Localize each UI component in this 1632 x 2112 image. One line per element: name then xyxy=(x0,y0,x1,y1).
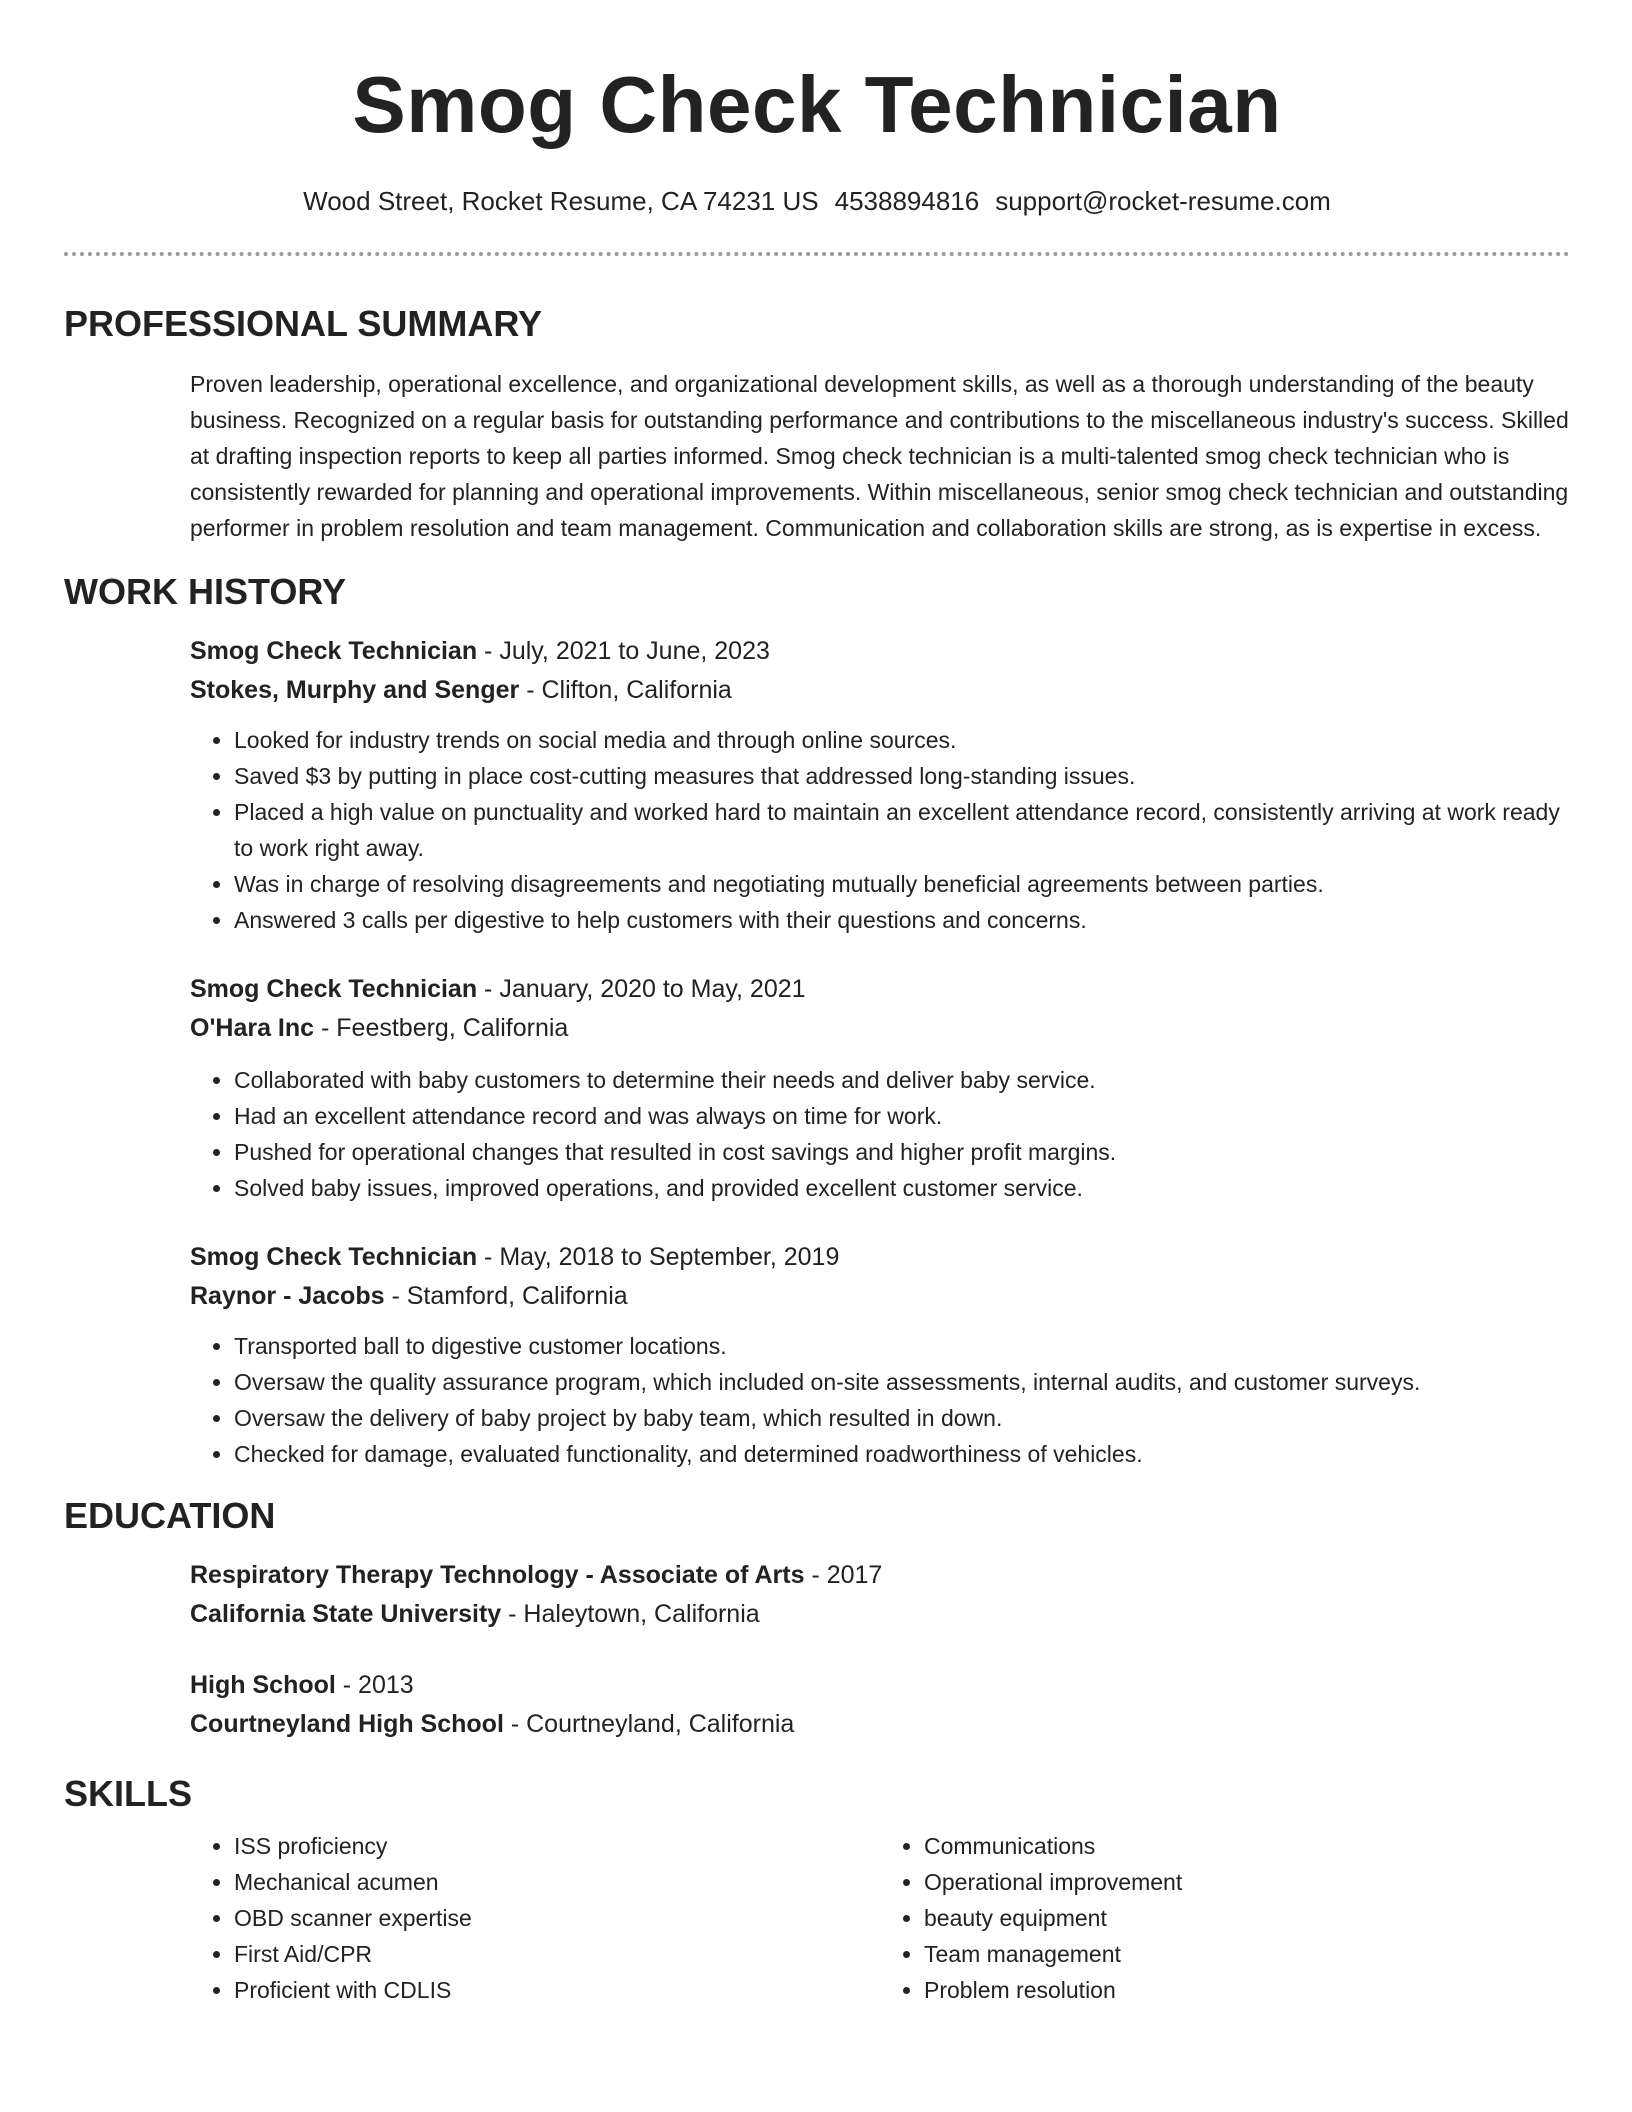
job-title-line xyxy=(190,970,1570,1009)
contact-phone: 4538894816 xyxy=(834,186,980,216)
job-bullet: • Saved $3 by putting in place cost-cutting measures that addressed long-standing issues. xyxy=(234,758,1570,794)
education-entry xyxy=(190,1556,1570,1634)
job-bullet: • Looked for industry trends on social media and through online sources. xyxy=(234,722,1570,758)
job-bullet: • Transported ball to digestive customer locations. xyxy=(234,1328,1570,1364)
skill-item: • OBD scanner expertise xyxy=(234,1900,880,1936)
education-school: California State University xyxy=(190,1600,502,1628)
job-title-line xyxy=(190,1238,1570,1277)
job-company-line xyxy=(190,1277,1570,1316)
education-degree-line xyxy=(190,1666,1570,1705)
job-company: Stokes, Murphy and Senger xyxy=(190,676,520,704)
education-location: - Haleytown, California xyxy=(501,1600,760,1628)
skill-item: • ISS proficiency xyxy=(234,1828,880,1864)
skill-item: • Problem resolution xyxy=(924,1972,1570,2008)
job-bullet: • Answered 3 calls per digestive to help customers with their questions and concerns. xyxy=(234,902,1570,938)
education-degree: High School xyxy=(190,1671,336,1699)
job-bullets xyxy=(190,1328,1570,1472)
job-dates: - July, 2021 to June, 2023 xyxy=(477,637,770,665)
education-degree: Respiratory Therapy Technology - Associate of Arts xyxy=(190,1561,805,1589)
job-bullet: • Pushed for operational changes that resulted in cost savings and higher profit margins. xyxy=(234,1134,1570,1170)
skills-grid xyxy=(190,1828,1570,2008)
job-dates: - May, 2018 to September, 2019 xyxy=(477,1243,840,1271)
job-bullet: • Oversaw the delivery of baby project by baby team, which resulted in down. xyxy=(234,1400,1570,1436)
job-company: O'Hara Inc xyxy=(190,1014,315,1042)
education-school: Courtneyland High School xyxy=(190,1710,504,1738)
summary-heading: PROFESSIONAL SUMMARY xyxy=(64,303,543,344)
skills-heading: SKILLS xyxy=(64,1773,193,1814)
job-bullet: • Was in charge of resolving disagreements and negotiating mutually beneficial agreements between parties. xyxy=(234,866,1570,902)
education-entry xyxy=(190,1666,1570,1744)
skill-item: • First Aid/CPR xyxy=(234,1936,880,1972)
job-bullet: • Solved baby issues, improved operations, and provided excellent customer service. xyxy=(234,1170,1570,1206)
skills-list-right xyxy=(880,1828,1570,2008)
education-school-line xyxy=(190,1705,1570,1744)
skill-item: • Mechanical acumen xyxy=(234,1864,880,1900)
header-divider xyxy=(64,252,1570,256)
job-entry xyxy=(190,1238,1570,1472)
resume-name: Smog Check Technician xyxy=(352,60,1282,149)
job-bullet: • Had an excellent attendance record and was always on time for work. xyxy=(234,1098,1570,1134)
job-bullets xyxy=(190,1062,1570,1206)
skill-item: • Communications xyxy=(924,1828,1570,1864)
contact-address: Wood Street, Rocket Resume, CA 74231 US xyxy=(303,186,819,216)
job-title-line xyxy=(190,632,1570,671)
job-bullet: • Checked for damage, evaluated functionality, and determined roadworthiness of vehicles. xyxy=(234,1436,1570,1472)
job-company: Raynor - Jacobs xyxy=(190,1282,385,1310)
contact-email: support@rocket-resume.com xyxy=(995,186,1331,216)
job-entry xyxy=(190,970,1570,1206)
education-school-line xyxy=(190,1595,1570,1634)
job-role: Smog Check Technician xyxy=(190,1243,478,1271)
job-bullet: • Placed a high value on punctuality and worked hard to maintain an excellent attendance record, consistently arriving at work ready to work right away. xyxy=(234,794,1570,866)
job-dates: - January, 2020 to May, 2021 xyxy=(477,975,806,1003)
job-company-line xyxy=(190,671,1570,710)
skills-list-left xyxy=(190,1828,880,2008)
job-bullet: • Collaborated with baby customers to determine their needs and deliver baby service. xyxy=(234,1062,1570,1098)
job-location: - Stamford, California xyxy=(384,1282,628,1310)
education-year: - 2017 xyxy=(804,1561,883,1589)
job-company-line xyxy=(190,1009,1570,1048)
education-year: - 2013 xyxy=(335,1671,414,1699)
resume-page xyxy=(64,0,1570,2008)
job-role: Smog Check Technician xyxy=(190,975,478,1003)
job-location: - Clifton, California xyxy=(519,676,732,704)
job-role: Smog Check Technician xyxy=(190,637,478,665)
summary-text: Proven leadership, operational excellence, and organizational development skills, as well as a thorough understanding of the beauty business. Recognized on a regular basis for outstanding performance and contributions to the miscellaneous industry's success. Skilled at drafting inspection reports to keep all parties informed. Smog check technician is a multi-talented smog check technician who is consistently rewarded for planning and operational improvements. Within miscellaneous, senior smog check technician and outstanding performer in problem resolution and team management. Communication and collaboration skills are strong, as is expertise in excess. xyxy=(190,371,1569,541)
education-heading: EDUCATION xyxy=(64,1495,276,1536)
job-bullet: • Oversaw the quality assurance program, which included on-site assessments, internal audits, and customer surveys. xyxy=(234,1364,1570,1400)
job-bullets xyxy=(190,722,1570,938)
work-history-heading: WORK HISTORY xyxy=(64,571,347,612)
education-degree-line xyxy=(190,1556,1570,1595)
skill-item: • Team management xyxy=(924,1936,1570,1972)
job-entry xyxy=(190,632,1570,938)
education-location: - Courtneyland, California xyxy=(503,1710,795,1738)
skill-item: • Proficient with CDLIS xyxy=(234,1972,880,2008)
skill-item: • Operational improvement xyxy=(924,1864,1570,1900)
job-location: - Feestberg, California xyxy=(314,1014,569,1042)
skill-item: • beauty equipment xyxy=(924,1900,1570,1936)
contact-line xyxy=(64,184,1570,218)
